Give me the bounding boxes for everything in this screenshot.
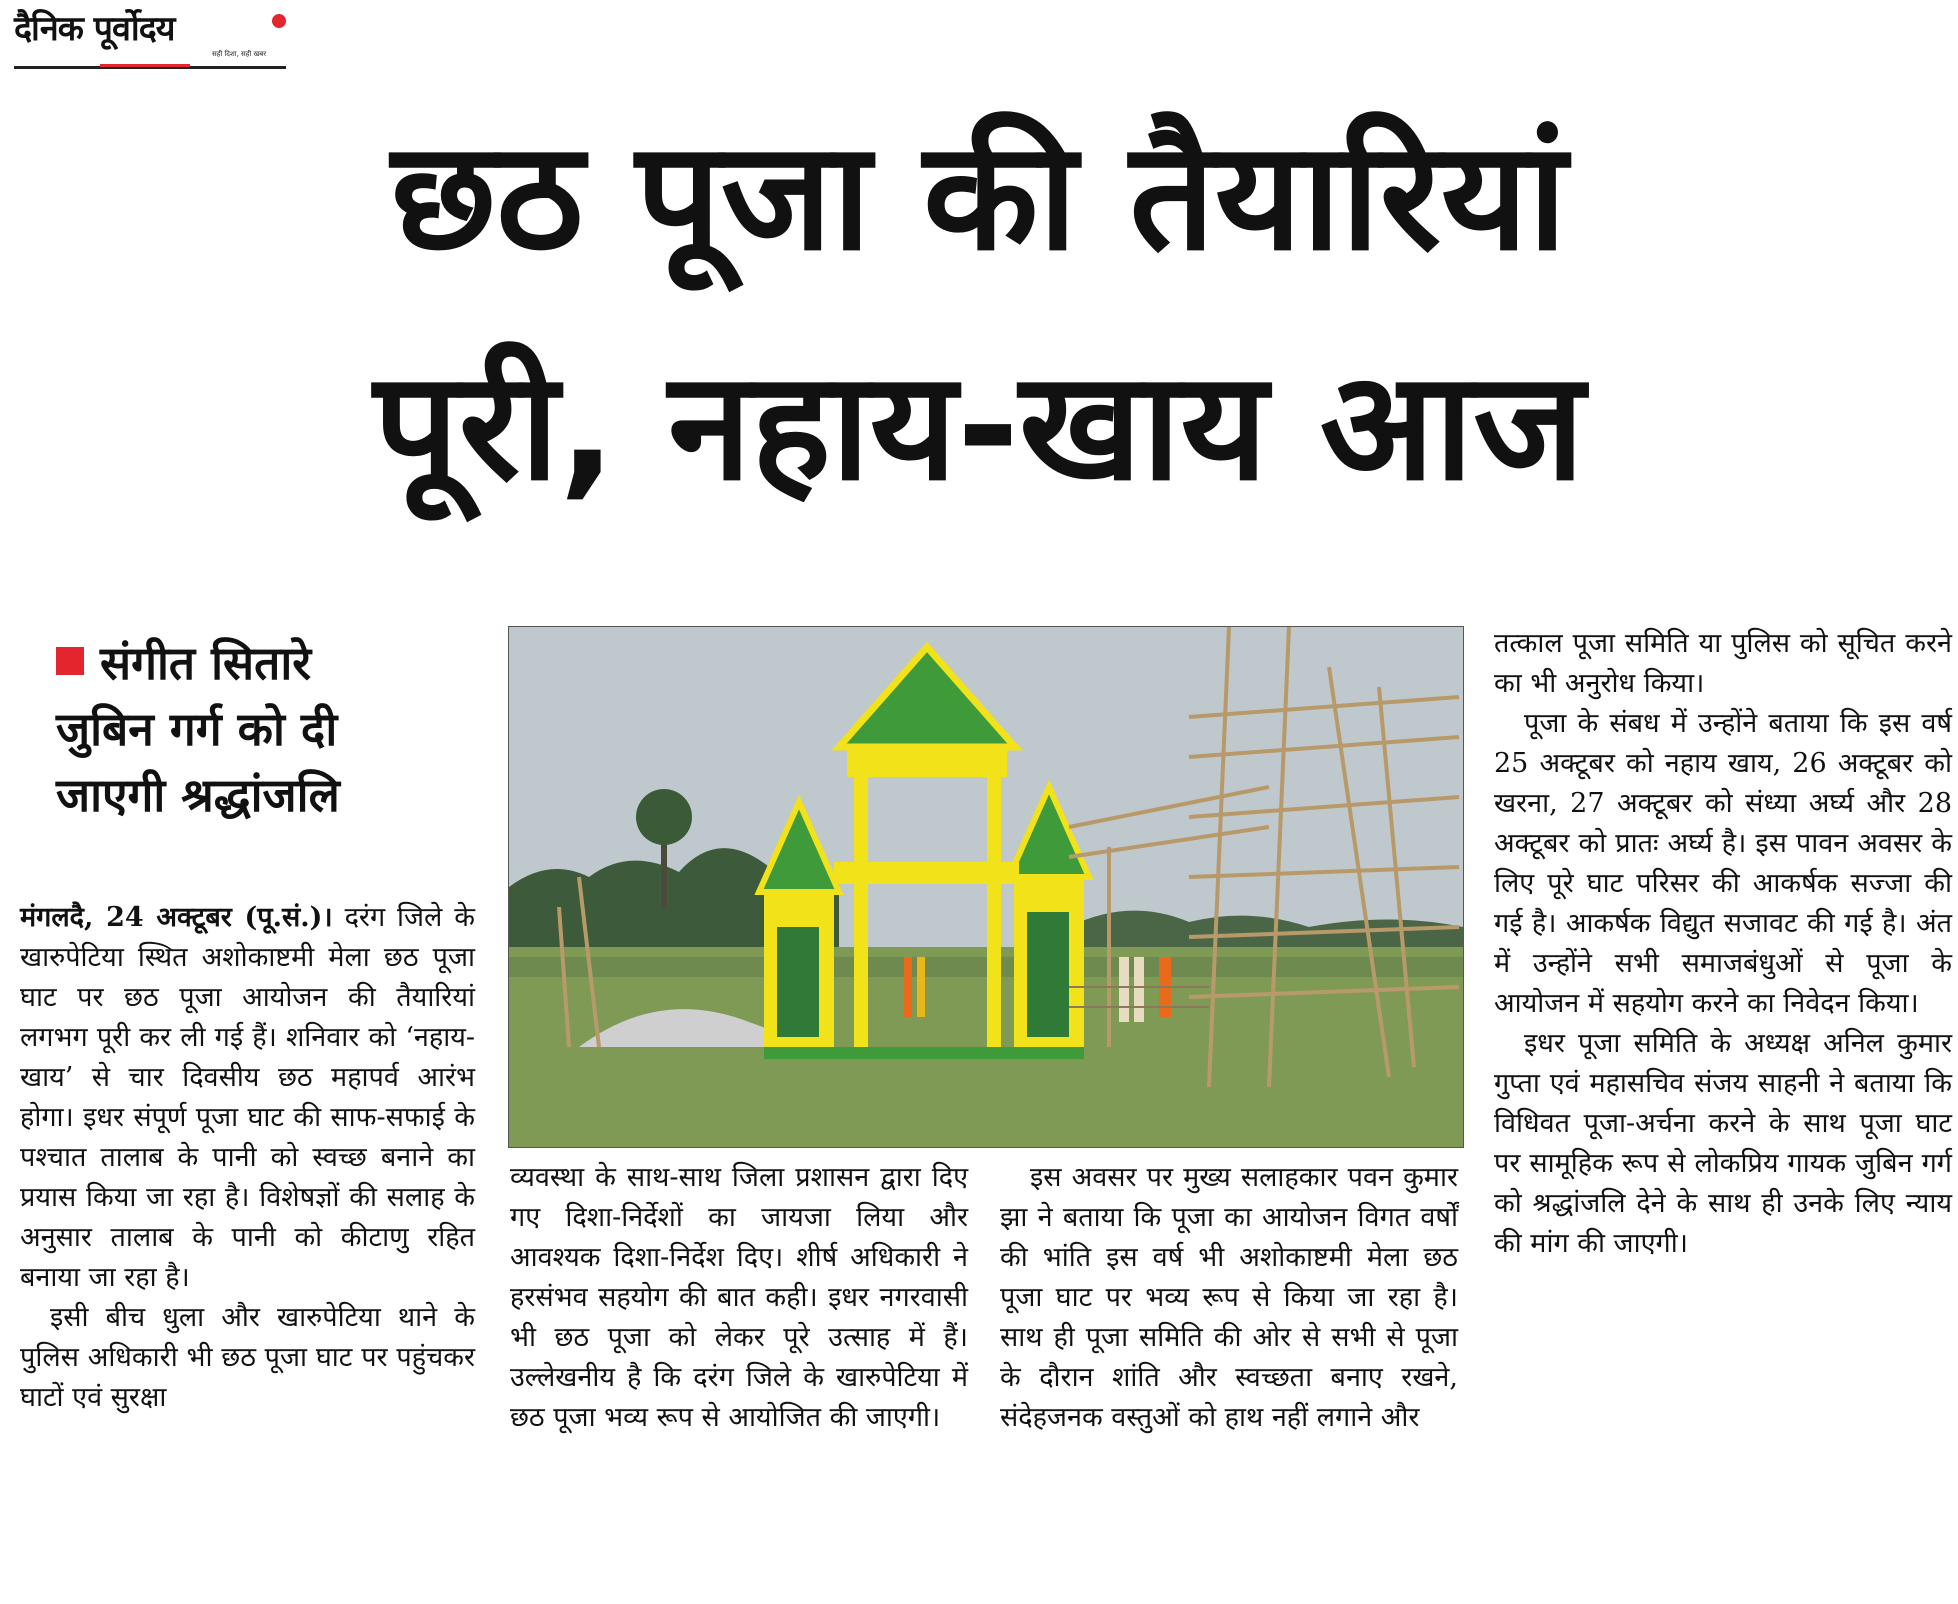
subheadline-line-1 [56, 630, 456, 696]
headline-line-2: पूरी, नहाय-खाय आज [373, 340, 1585, 514]
article-dateline: मंगलदै, 24 अक्टूबर (पू.सं.)। [20, 902, 333, 933]
article-paragraph: पूजा के संबध में उन्होंने बताया कि इस वर्ष 25 अक्टूबर को नहाय खाय, 26 अक्टूबर को खरना, 27 अक्टूबर को संध्या अर्घ्य और 28 अक्टूबर को प्रातः अर्घ्य है। इस पावन अवसर के लिए पूरे घाट परिसर की आकर्षक सज्जा की गई है। आकर्षक विद्युत सजावट की गई है। अंत में उन्होंने सभी समाजबंधुओं से पूजा के आयोजन में सहयोग करने का निवेदन किया। [1494, 708, 1952, 1019]
article-paragraph: व्यवस्था के साथ-साथ जिला प्रशासन द्वारा दिए गए दिशा-निर्देशों का जायजा लिया और आवश्यक दिशा-निर्देश दिए। शीर्ष अधिकारी ने हरसंभव सहयोग की बात कही। इधर नगरवासी भी छठ पूजा को लेकर पूरे उत्साह में हैं। उल्लेखनीय है कि दरंग जिले के खारुपेटिया में छठ पूजा भव्य रूप से आयोजित की जाएगी। [510, 1162, 968, 1433]
masthead-red-underline [100, 64, 190, 67]
article-paragraph: तत्काल पूजा समिति या पुलिस को सूचित करने का भी अनुरोध किया। [1494, 628, 1952, 699]
article-column-1 [20, 898, 475, 1418]
article-paragraph [20, 898, 475, 1298]
news-photo [508, 626, 1464, 1148]
article-paragraph: इधर पूजा समिति के अध्यक्ष अनिल कुमार गुप्ता एवं महासचिव संजय साहनी ने बताया कि विधिवत पूजा-अर्चना करने के साथ पूजा घाट पर सामूहिक रूप से लोकप्रिय गायक जुबिन गर्ग को श्रद्धांजलि देने के साथ ही उनके लिए न्याय की मांग की जाएगी। [1494, 1028, 1952, 1259]
newspaper-tagline: सही दिशा, सही खबर [212, 50, 267, 58]
subheadline-text-1: संगीत सितारे [100, 636, 312, 690]
subheadline-line-2: जुबिन गर्ग को दी [56, 702, 338, 756]
article-paragraph: इसी बीच धुला और खारुपेटिया थाने के पुलिस अधिकारी भी छठ पूजा घाट पर पहुंचकर घाटों एवं सुरक्षा [20, 1302, 475, 1413]
headline-line-1: छठ पूजा की तैयारियां [391, 110, 1567, 284]
masthead-red-dot [272, 14, 286, 28]
article-column-3 [1000, 1158, 1458, 1438]
chhath-ghat-gate-illustration [509, 627, 1463, 1147]
subheadline [56, 630, 456, 828]
newspaper-masthead [14, 4, 286, 69]
article-column-4 [1494, 624, 1952, 1264]
article-paragraph-text: दरंग जिले के खारुपेटिया स्थित अशोकाष्टमी मेला छठ पूजा घाट पर छठ पूजा आयोजन की तैयारियां लगभग पूरी कर ली गई हैं। शनिवार को ‘नहाय-खाय’ से चार दिवसीय छठ महापर्व आरंभ होगा। इधर संपूर्ण पूजा घाट की साफ-सफाई के पश्चात तालाब के पानी को स्वच्छ बनाने का प्रयास किया जा रहा है। विशेषज्ञों की सलाह के अनुसार तालाब के पानी को कीटाणु रहित बनाया जा रहा है। [20, 902, 475, 1293]
article-column-2 [510, 1158, 968, 1438]
red-square-bullet-icon [56, 647, 84, 675]
newspaper-name: दैनिक पूर्वोदय [14, 9, 175, 49]
subheadline-line-3: जाएगी श्रद्धांजलि [56, 768, 340, 822]
article-paragraph: इस अवसर पर मुख्य सलाहकार पवन कुमार झा ने बताया कि पूजा का आयोजन विगत वर्षों की भांति इस वर्ष भी अशोकाष्टमी मेला छठ पूजा घाट पर भव्य रूप से किया जा रहा है। साथ ही पूजा समिति की ओर से सभी से पूजा के दौरान शांति और स्वच्छता बनाए रखने, संदेहजनक वस्तुओं को हाथ नहीं लगाने और [1000, 1162, 1458, 1433]
